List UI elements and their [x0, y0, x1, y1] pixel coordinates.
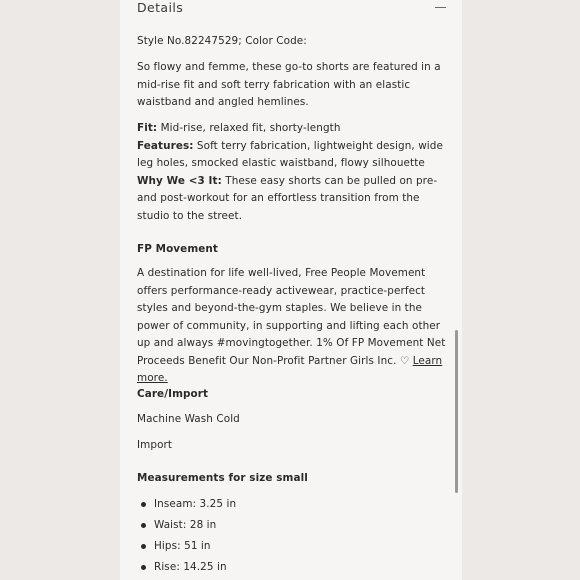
- brand-description: [137, 265, 449, 388]
- care-item: Import: [137, 439, 173, 451]
- bullet-icon: [141, 544, 146, 549]
- measurement-text: Inseam: 3.25 in: [154, 498, 237, 510]
- product-attributes: [137, 120, 449, 225]
- features-label: Features:: [137, 139, 194, 152]
- bullet-icon: [141, 565, 146, 570]
- why-label: Why We <3 It:: [137, 174, 222, 187]
- style-number: Style No.82247529; Color Code:: [137, 35, 307, 47]
- minus-icon[interactable]: [435, 7, 446, 8]
- features-row: [137, 138, 449, 173]
- features-value: Soft terry fabrication, lightweight design, wide leg holes, smocked elastic waistband, flowy silhouette: [137, 139, 443, 169]
- list-item: [137, 496, 236, 517]
- fit-row: [137, 120, 449, 138]
- details-accordion-header[interactable]: [137, 0, 446, 18]
- list-item: [137, 517, 236, 538]
- product-description: So flowy and femme, these go-to shorts are featured in a mid-rise fit and soft terry fabrication with an elastic waistband and angled hemlines.: [137, 61, 441, 108]
- learn-more-link[interactable]: Learn more.: [137, 354, 443, 384]
- measurements-list: [137, 496, 236, 580]
- care-item: Machine Wash Cold: [137, 413, 240, 425]
- fit-label: Fit:: [137, 122, 158, 134]
- scrollbar-thumb[interactable]: [455, 330, 458, 493]
- bullet-icon: [141, 502, 146, 507]
- measurements-title: Measurements for size small: [137, 472, 308, 484]
- details-title: Details: [137, 0, 184, 15]
- brand-title: FP Movement: [137, 243, 218, 255]
- list-item: [137, 559, 236, 580]
- product-details-panel: [120, 0, 462, 580]
- measurement-text: Waist: 28 in: [154, 519, 217, 531]
- fit-value: Mid-rise, relaxed fit, shorty-length: [157, 122, 341, 134]
- why-row: [137, 173, 449, 226]
- measurement-text: Hips: 51 in: [154, 540, 211, 552]
- bullet-icon: [141, 523, 146, 528]
- list-item: [137, 538, 236, 559]
- care-title: Care/Import: [137, 388, 209, 400]
- brand-description-text: A destination for life well-lived, Free People Movement offers performance-ready activewear, practice-perfect styles and beyond-the-gym staples. We believe in the power of community, in supporting and lifting each other up and always #movingtogether. 1% Of FP Movement Net Proceeds Benefit Our Non-Profit Partner Girls Inc. ♡: [137, 267, 446, 367]
- measurement-text: Rise: 14.25 in: [154, 561, 227, 573]
- why-value: These easy shorts can be pulled on pre- and post-workout for an effortless transition from the studio to the street.: [137, 174, 438, 222]
